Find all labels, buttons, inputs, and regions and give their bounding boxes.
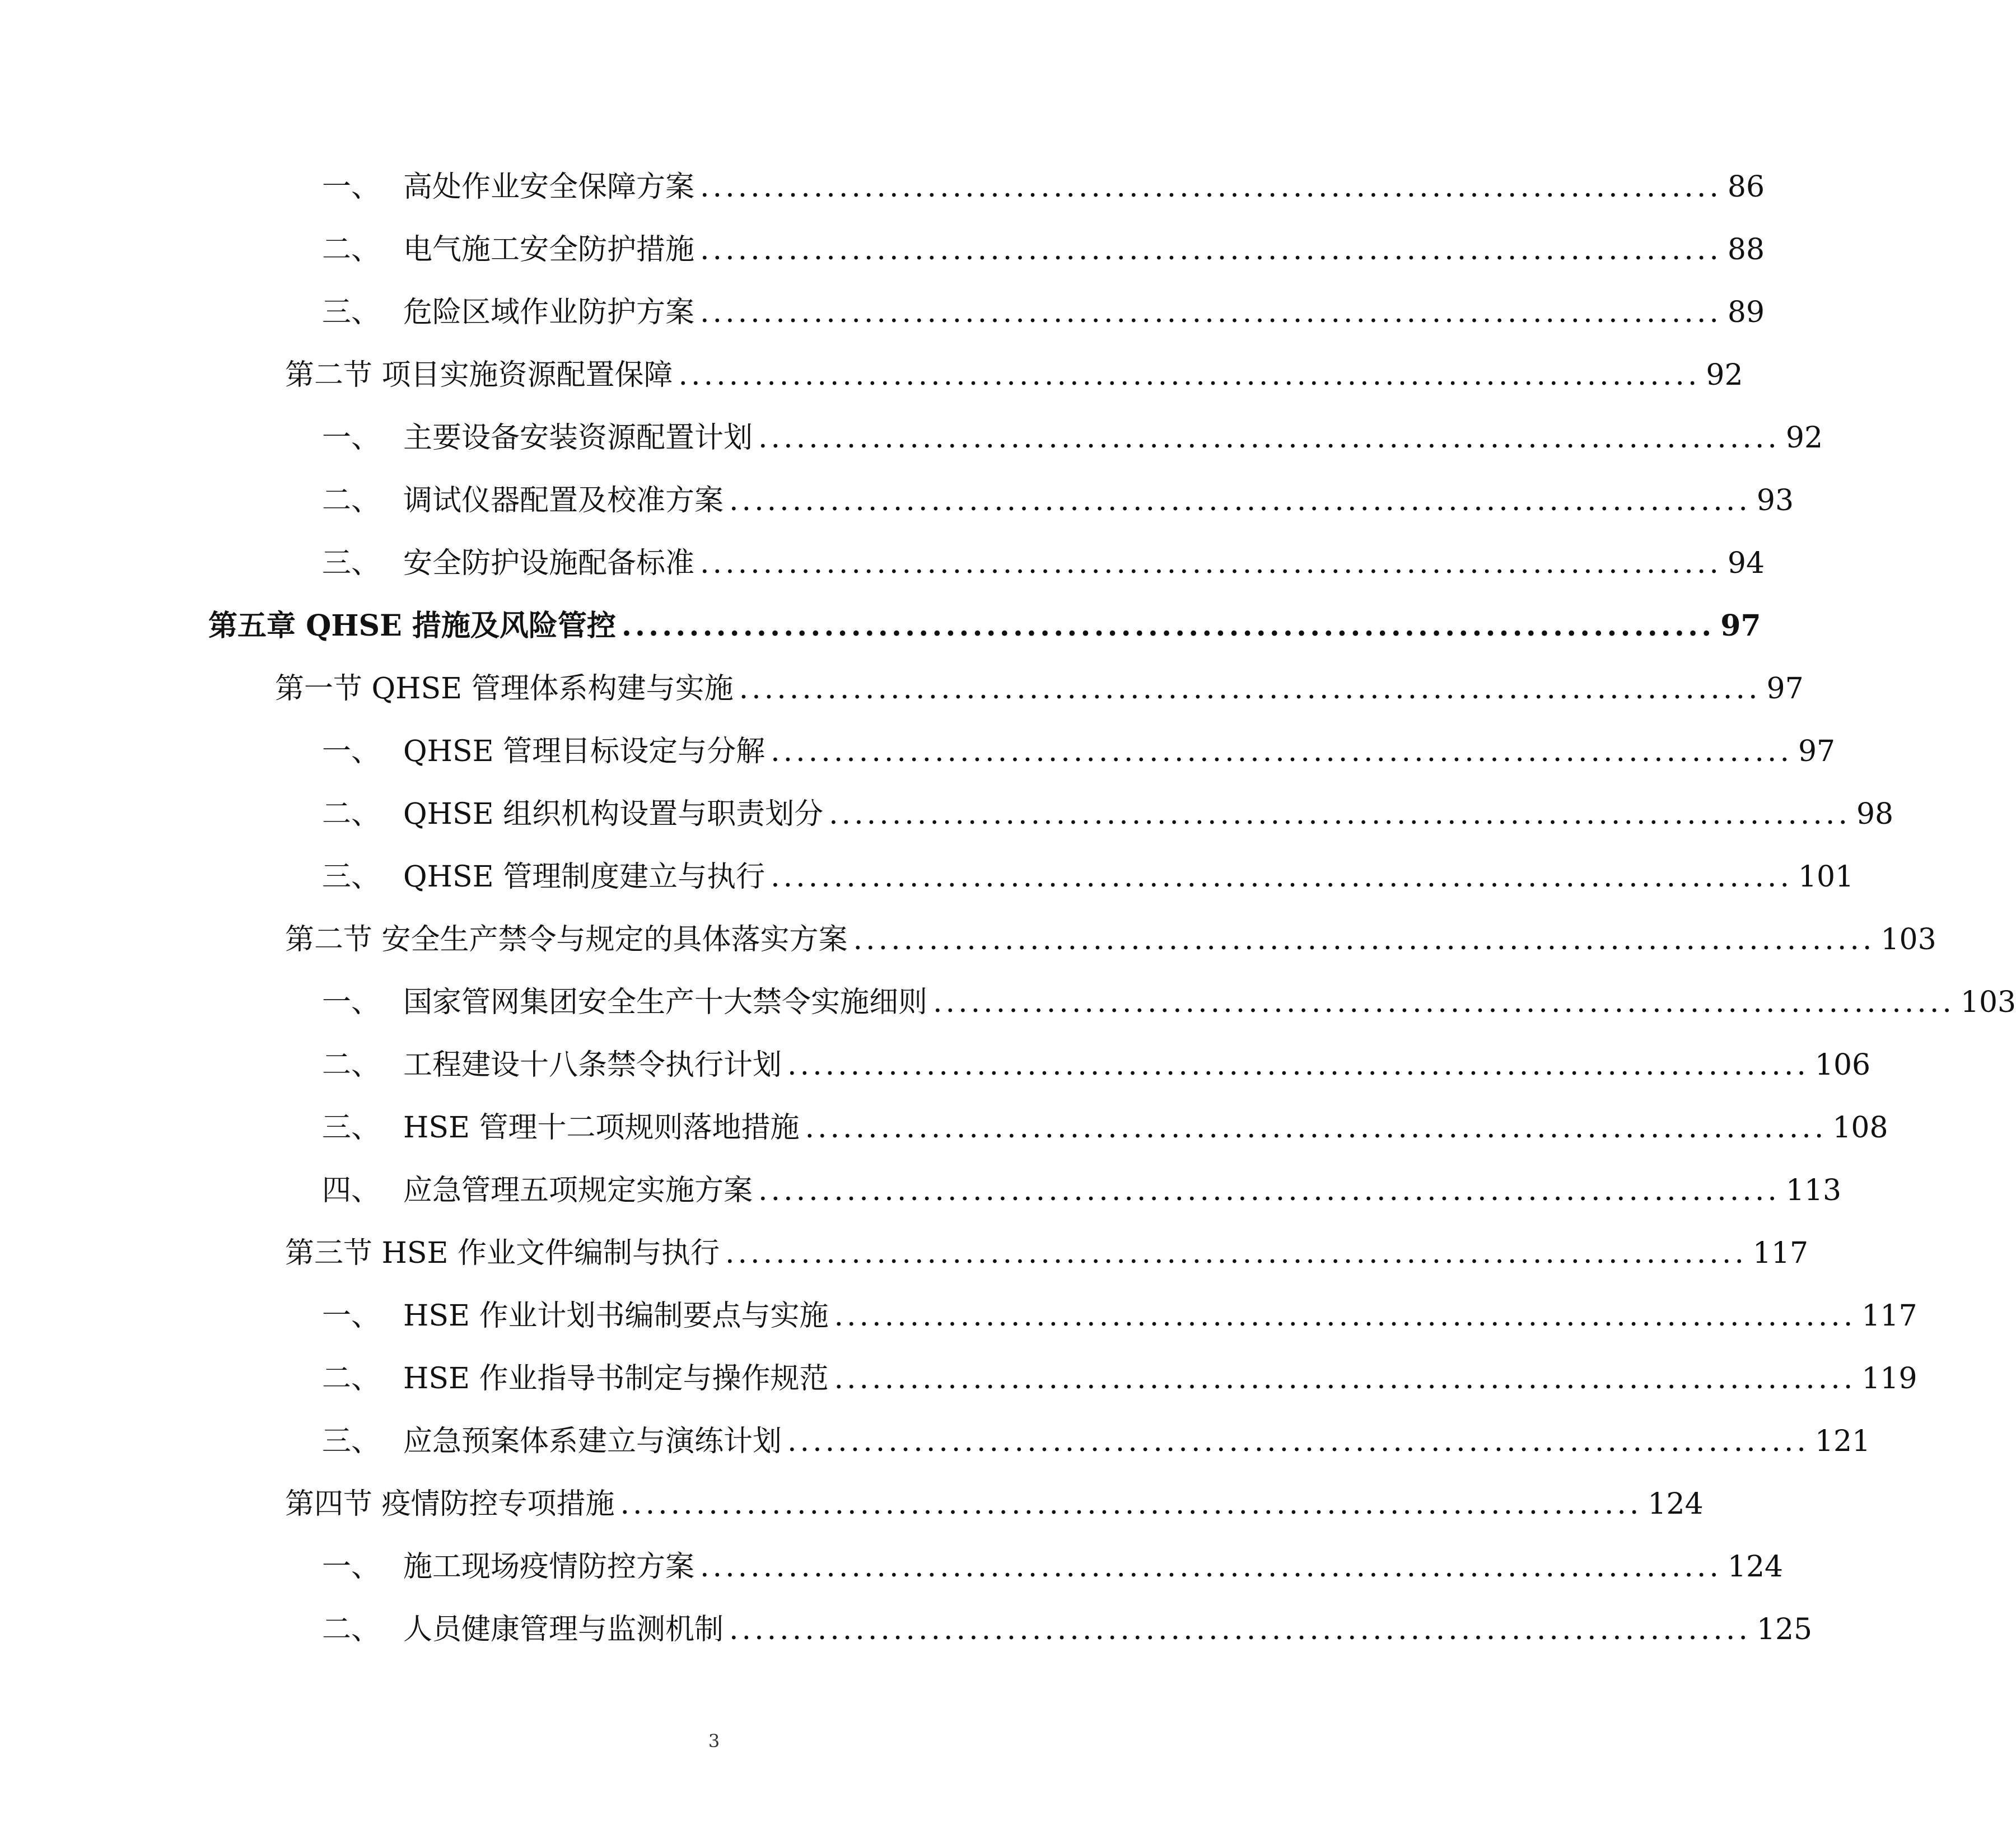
toc-entry-title: QHSE 组织机构设置与职责划分 [403, 797, 824, 831]
toc-entry-title: 第四节 疫情防控专项措施 [285, 1487, 615, 1521]
toc-entry-chapter[interactable] [208, 604, 1761, 648]
toc-entry-number: 三、 [322, 1425, 381, 1458]
toc-entry-page: 86 [1727, 170, 1765, 204]
toc-entry[interactable] [322, 1544, 1784, 1589]
toc-entry[interactable] [322, 855, 1854, 899]
toc-entry-page: 92 [1706, 358, 1743, 392]
toc-dot-leader: ................................................................................. [700, 547, 1722, 580]
toc-entry-page: 124 [1727, 1550, 1784, 1584]
toc-entry[interactable] [322, 1294, 1917, 1338]
toc-entry-page: 97 [1720, 609, 1761, 643]
toc-entry-number: 一、 [322, 1299, 381, 1333]
toc-entry-page: 124 [1648, 1487, 1704, 1521]
toc-entry-title: 人员健康管理与监测机制 [403, 1613, 724, 1646]
toc-dot-leader: ................................................................................. [834, 1362, 1856, 1396]
toc-entry-page: 89 [1727, 296, 1765, 329]
toc-entry-page: 101 [1798, 860, 1854, 894]
toc-entry-page: 103 [1880, 923, 1936, 956]
toc-entry-title: 危险区域作业防护方案 [403, 296, 695, 329]
toc-entry[interactable] [322, 478, 1794, 523]
toc-entry-number: 四、 [322, 1174, 381, 1207]
toc-entry-number: 二、 [322, 233, 381, 267]
toc-entry-number: 二、 [322, 484, 381, 517]
toc-entry-page: 121 [1814, 1425, 1871, 1458]
toc-entry-page: 106 [1814, 1048, 1871, 1082]
toc-dot-leader: ................................................................................. [853, 923, 1875, 956]
toc-entry[interactable] [273, 666, 1804, 711]
toc-entry-page: 94 [1727, 547, 1765, 580]
toc-entry-page: 93 [1756, 484, 1794, 517]
toc-dot-leader: ................................................................................. [700, 233, 1722, 267]
toc-dot-leader: ................................................................................. [787, 1048, 1809, 1082]
toc-dot-leader: ................................................................................. [787, 1425, 1809, 1458]
toc-entry-page: 97 [1798, 735, 1836, 768]
toc-entry[interactable] [322, 541, 1765, 586]
toc-entry[interactable] [322, 1105, 1888, 1150]
toc-dot-leader: ................................................................................. [620, 1487, 1642, 1521]
toc-entry[interactable] [322, 792, 1894, 837]
toc-entry[interactable] [322, 1043, 1871, 1088]
toc-entry-page: 98 [1856, 797, 1894, 831]
toc-dot-leader: ................................................................................. [729, 1613, 1751, 1646]
toc-entry[interactable] [273, 1231, 1809, 1276]
toc-dot-leader: ................................................................................. [700, 296, 1722, 329]
toc-entry-number: 三、 [322, 1111, 381, 1145]
toc-dot-leader: ................................................................................. [725, 1236, 1747, 1270]
toc-entry-page: 108 [1832, 1111, 1888, 1145]
toc-entry-title: 第三节 HSE 作业文件编制与执行 [285, 1236, 720, 1270]
toc-entry[interactable] [322, 1607, 1813, 1652]
toc-entry[interactable] [273, 1482, 1704, 1527]
toc-entry[interactable] [322, 165, 1765, 209]
toc-entry-number: 三、 [322, 860, 381, 894]
toc-entry-title: 调试仪器配置及校准方案 [403, 484, 724, 517]
toc-entry-page: 97 [1766, 672, 1804, 706]
toc-entry-page: 113 [1785, 1174, 1842, 1207]
toc-dot-leader: ................................................................................. [829, 797, 1851, 831]
toc-entry-title: 主要设备安装资源配置计划 [403, 421, 753, 455]
toc-entry-title: 第一节 QHSE 管理体系构建与实施 [275, 672, 734, 706]
toc-entry-number: 一、 [322, 421, 381, 455]
toc-dot-leader: ................................................................................. [700, 170, 1722, 204]
toc-entry-title: 施工现场疫情防控方案 [403, 1550, 695, 1584]
toc-dot-leader: ................................................................................. [700, 1550, 1722, 1584]
toc-entry-page: 119 [1861, 1362, 1917, 1396]
toc-entry-title: 第五章 QHSE 措施及风险管控 [208, 609, 616, 643]
toc-entry-number: 二、 [322, 1048, 381, 1082]
toc-entry-title: 电气施工安全防护措施 [403, 233, 695, 267]
toc-dot-leader: ................................................................................. [678, 358, 1701, 392]
toc-entry-page: 92 [1785, 421, 1823, 455]
toc-entry[interactable] [322, 1356, 1917, 1401]
toc-entry-number: 三、 [322, 547, 381, 580]
toc-entry-title: HSE 作业计划书编制要点与实施 [403, 1299, 829, 1333]
toc-entry-page: 88 [1727, 233, 1765, 267]
toc-dot-leader: ................................................................................. [729, 484, 1751, 517]
toc-entry-title: HSE 作业指导书制定与操作规范 [403, 1362, 829, 1396]
toc-entry-page: 117 [1861, 1299, 1917, 1333]
toc-entry-title: QHSE 管理制度建立与执行 [403, 860, 766, 894]
toc-entry-number: 三、 [322, 296, 381, 329]
toc-entry-page: 103 [1960, 986, 2016, 1019]
toc-entry-title: 第二节 安全生产禁令与规定的具体落实方案 [285, 923, 848, 956]
toc-entry-title: 国家管网集团安全生产十大禁令实施细则 [403, 986, 928, 1019]
toc-dot-leader: ................................................................................. [771, 735, 1793, 768]
toc-entry-title: 第二节 项目实施资源配置保障 [285, 358, 673, 392]
toc-dot-leader: ................................................................................. [621, 609, 1715, 643]
toc-entry-title: 应急管理五项规定实施方案 [403, 1174, 753, 1207]
toc-dot-leader: ................................................................................. [758, 1174, 1780, 1207]
toc-entry[interactable] [322, 1419, 1871, 1464]
toc-entry[interactable] [273, 353, 1743, 398]
toc-entry-number: 一、 [322, 986, 381, 1019]
toc-entry[interactable] [322, 227, 1765, 272]
toc-entry-number: 二、 [322, 1613, 381, 1646]
toc-entry-number: 二、 [322, 797, 381, 831]
page-number: 3 [708, 1730, 720, 1752]
toc-entry-title: 高处作业安全保障方案 [403, 170, 695, 204]
toc-entry-page: 125 [1756, 1613, 1813, 1646]
toc-entry[interactable] [322, 1168, 1842, 1213]
toc-entry-number: 二、 [322, 1362, 381, 1396]
toc-entry-number: 一、 [322, 170, 381, 204]
toc-entry-number: 一、 [322, 735, 381, 768]
toc-entry-title: 安全防护设施配备标准 [403, 547, 695, 580]
toc-dot-leader: ................................................................................. [739, 672, 1761, 706]
toc-entry-number: 一、 [322, 1550, 381, 1584]
toc-entry[interactable] [322, 980, 2016, 1025]
toc-entry-title: HSE 管理十二项规则落地措施 [403, 1111, 800, 1145]
toc-dot-leader: ................................................................................. [771, 860, 1793, 894]
toc-dot-leader: ................................................................................. [834, 1299, 1856, 1333]
toc-dot-leader: ................................................................................. [805, 1111, 1827, 1145]
toc-entry[interactable] [322, 729, 1836, 774]
toc-dot-leader: ................................................................................. [933, 986, 1955, 1019]
toc-entry[interactable] [322, 290, 1765, 335]
toc-entry[interactable] [322, 416, 1823, 460]
toc-entry[interactable] [273, 917, 1936, 962]
toc-entry-title: QHSE 管理目标设定与分解 [403, 735, 766, 768]
toc-entry-page: 117 [1752, 1236, 1809, 1270]
toc-dot-leader: ................................................................................. [758, 421, 1780, 455]
toc-entry-title: 应急预案体系建立与演练计划 [403, 1425, 782, 1458]
toc-entry-title: 工程建设十八条禁令执行计划 [403, 1048, 782, 1082]
